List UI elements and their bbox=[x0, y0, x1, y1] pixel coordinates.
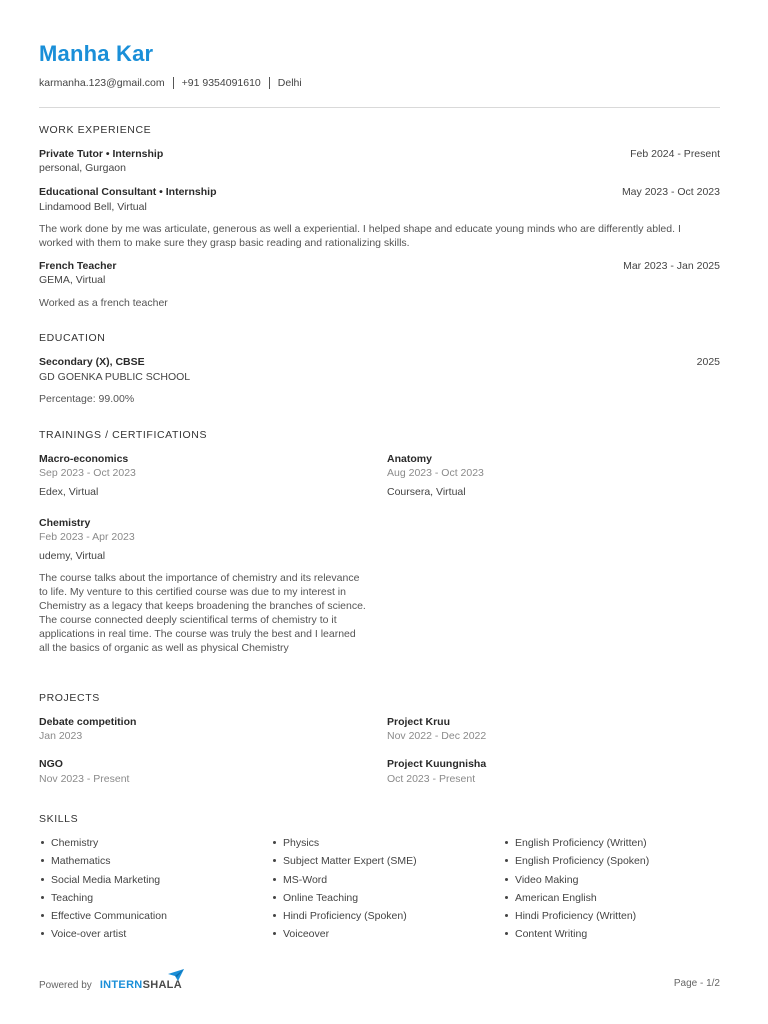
logo-text-shala: SHALA bbox=[142, 979, 182, 991]
work-role: Educational Consultant • Internship bbox=[39, 186, 217, 198]
work-description: Worked as a french teacher bbox=[39, 297, 168, 309]
training-name: Chemistry bbox=[39, 517, 91, 529]
email: karmanha.123@gmail.com bbox=[39, 77, 165, 89]
work-dates: May 2023 - Oct 2023 bbox=[621, 186, 720, 198]
phone: +91 9354091610 bbox=[181, 77, 261, 89]
project-dates: Nov 2023 - Present bbox=[39, 773, 130, 785]
candidate-name: Manha Kar bbox=[39, 41, 154, 66]
training-description: The course talks about the importance of chemistry and its relevance to life. My venture to this certified course was due to my interest in Chemistry as a legacy that keeps broadening the branches of science. The course connected deeply scientifical terms of chemistry to it applications in real time. The course was truly the best and I learned all the basics of organic as well as physical Chemistry bbox=[39, 572, 366, 654]
skill-item: Voiceover bbox=[271, 927, 417, 945]
education-school: GD GOENKA PUBLIC SCHOOL bbox=[39, 371, 191, 383]
skill-item: Teaching bbox=[39, 891, 167, 909]
skill-item: English Proficiency (Written) bbox=[503, 836, 649, 854]
work-role: French Teacher bbox=[39, 260, 117, 272]
training-provider: Coursera, Virtual bbox=[387, 486, 466, 498]
skill-item: Hindi Proficiency (Spoken) bbox=[271, 909, 417, 927]
training-provider: Edex, Virtual bbox=[39, 486, 99, 498]
skill-item: Effective Communication bbox=[39, 909, 167, 927]
skill-item: Voice-over artist bbox=[39, 927, 167, 945]
training-dates: Aug 2023 - Oct 2023 bbox=[387, 467, 484, 479]
work-org: Lindamood Bell, Virtual bbox=[39, 201, 147, 213]
logo-text-intern: INTERN bbox=[99, 979, 143, 991]
work-dates: Feb 2024 - Present bbox=[630, 148, 720, 160]
skill-item: MS-Word bbox=[271, 873, 417, 891]
skill-item: Video Making bbox=[503, 873, 649, 891]
skill-item: Content Writing bbox=[503, 927, 649, 945]
project-name: Project Kuungnisha bbox=[387, 758, 487, 770]
skill-item: Hindi Proficiency (Written) bbox=[503, 909, 649, 927]
skills-section-title: SKILLS bbox=[39, 813, 79, 825]
powered-by-label: Powered by bbox=[39, 979, 92, 991]
work-org: GEMA, Virtual bbox=[39, 274, 106, 286]
separator bbox=[173, 77, 174, 89]
project-name: Debate competition bbox=[39, 716, 137, 728]
paper-plane-icon bbox=[168, 969, 184, 981]
resume-page bbox=[39, 0, 720, 1024]
internshala-logo[interactable] bbox=[100, 979, 182, 991]
education-section-title: EDUCATION bbox=[39, 332, 106, 344]
education-score: Percentage: 99.00% bbox=[39, 393, 135, 405]
contact-line bbox=[39, 77, 302, 89]
skill-item: Chemistry bbox=[39, 836, 167, 854]
skill-item: Subject Matter Expert (SME) bbox=[271, 854, 417, 872]
work-description: The work done by me was articulate, generous as well a experiential. I helped shape and educate young minds who are differently abled. I worked with them to make sure they grasp basic reading and rationalizing skills. bbox=[39, 223, 681, 249]
skill-item: Online Teaching bbox=[271, 891, 417, 909]
project-name: NGO bbox=[39, 758, 63, 770]
skills-column bbox=[271, 836, 417, 946]
page-number: Page - 1/2 bbox=[673, 978, 720, 989]
skill-item: American English bbox=[503, 891, 649, 909]
project-dates: Nov 2022 - Dec 2022 bbox=[387, 730, 487, 742]
work-role: Private Tutor • Internship bbox=[39, 148, 164, 160]
work-org: personal, Gurgaon bbox=[39, 162, 126, 174]
training-name: Macro-economics bbox=[39, 453, 129, 465]
project-dates: Jan 2023 bbox=[39, 730, 83, 742]
work-section-title: WORK EXPERIENCE bbox=[39, 124, 152, 136]
footer-branding bbox=[39, 979, 182, 991]
skill-item: Mathematics bbox=[39, 854, 167, 872]
skill-item: Physics bbox=[271, 836, 417, 854]
training-provider: udemy, Virtual bbox=[39, 550, 106, 562]
skill-item: English Proficiency (Spoken) bbox=[503, 854, 649, 872]
training-dates: Feb 2023 - Apr 2023 bbox=[39, 531, 135, 543]
project-dates: Oct 2023 - Present bbox=[387, 773, 476, 785]
education-degree: Secondary (X), CBSE bbox=[39, 356, 145, 368]
education-year: 2025 bbox=[696, 356, 720, 368]
separator bbox=[269, 77, 270, 89]
header-divider bbox=[39, 107, 720, 108]
training-name: Anatomy bbox=[387, 453, 432, 465]
projects-section-title: PROJECTS bbox=[39, 692, 100, 704]
training-dates: Sep 2023 - Oct 2023 bbox=[39, 467, 136, 479]
skill-item: Social Media Marketing bbox=[39, 873, 167, 891]
project-name: Project Kruu bbox=[387, 716, 451, 728]
skills-column bbox=[503, 836, 649, 946]
skills-column bbox=[39, 836, 167, 946]
work-dates: Mar 2023 - Jan 2025 bbox=[623, 260, 720, 272]
location: Delhi bbox=[277, 77, 302, 89]
trainings-section-title: TRAININGS / CERTIFICATIONS bbox=[39, 429, 208, 441]
